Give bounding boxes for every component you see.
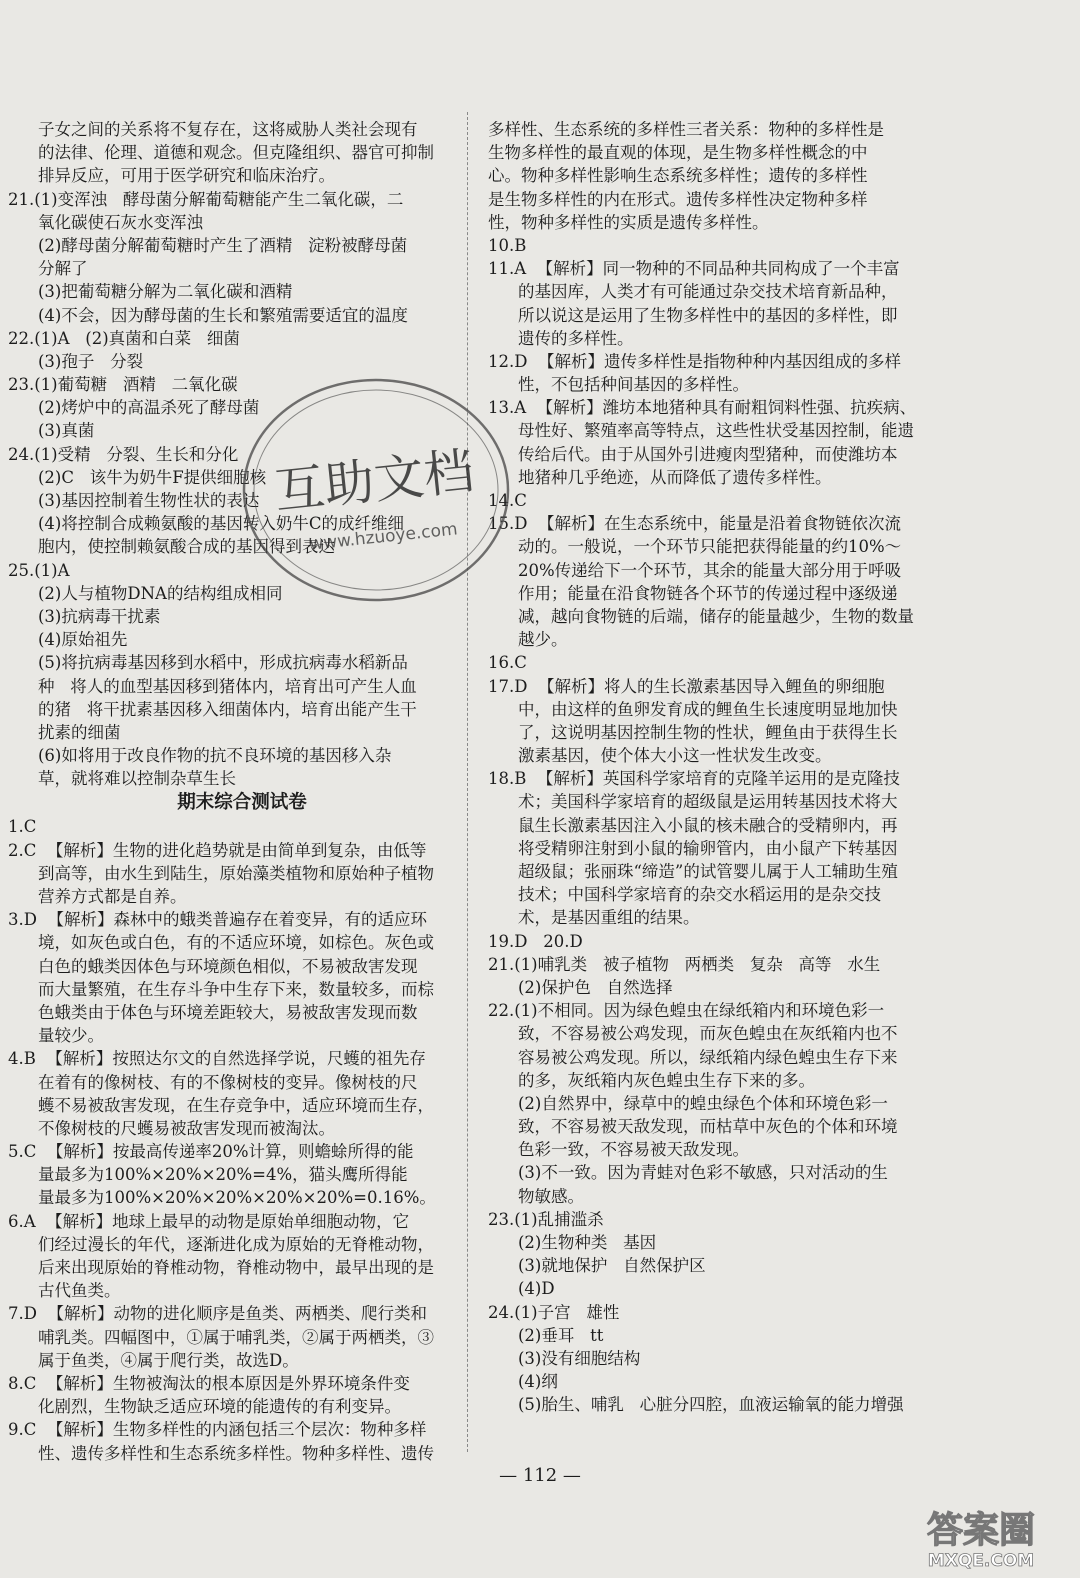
answer-line: 术；美国科学家培育的超级鼠是运用转基因技术将大 bbox=[518, 792, 898, 812]
answer-line: 性，不包括种间基因的多样性。 bbox=[518, 375, 749, 395]
answer-line: (2)垂耳 tt bbox=[518, 1325, 604, 1345]
answer-line: 3.D 【解析】森林中的蛾类普遍存在着变异，有的适应环 bbox=[8, 910, 427, 930]
answer-line: 到高等，由水生到陆生，原始藻类植物和原始种子植物 bbox=[38, 863, 434, 883]
answer-line: 9.C 【解析】生物多样性的内涵包括三个层次：物种多样 bbox=[8, 1420, 427, 1440]
svg-text:MXQE.COM: MXQE.COM bbox=[927, 1551, 1035, 1571]
answer-line: 6.A 【解析】地球上最早的动物是原始单细胞动物，它 bbox=[8, 1211, 410, 1231]
answer-line: 17.D 【解析】将人的生长激素基因导入鲤鱼的卵细胞 bbox=[488, 676, 885, 696]
answer-line: (2)人与植物DNA的结构组成相同 bbox=[38, 583, 283, 603]
answer-line: 将受精卵注射到小鼠的输卵管内，由小鼠产下转基因 bbox=[518, 838, 898, 858]
answer-line: 种 将人的血型基因移到猪体内，培育出可产生人血 bbox=[38, 676, 417, 696]
answer-line: 传给后代。由于从国外引进瘦肉型猪种，而使潍坊本 bbox=[518, 444, 898, 464]
answer-line: 量最多为100%×20%×20%=4%，猫头鹰所得能 bbox=[38, 1165, 408, 1185]
answer-line: 氧化碳使石灰水变浑浊 bbox=[38, 212, 203, 232]
answer-line: 8.C 【解析】生物被淘汰的根本原因是外界环境条件变 bbox=[8, 1373, 410, 1393]
answer-line: 7.D 【解析】动物的进化顺序是鱼类、两栖类、爬行类和 bbox=[8, 1304, 427, 1324]
answer-line: 色彩一致，不容易被天敌发现。 bbox=[518, 1140, 749, 1160]
answer-line: 技术；中国科学家培育的杂交水稻运用的是杂交技 bbox=[518, 885, 881, 905]
answer-line: 是生物多样性的内在形式。遗传多样性决定物种多样 bbox=[488, 189, 868, 209]
answer-line: 中，由这样的鱼卵发育成的鲤鱼生长速度明显地加快 bbox=[518, 699, 898, 719]
answer-line: 扰素的细菌 bbox=[38, 722, 121, 742]
answer-line: (2)C 该牛为奶牛F提供细胞核 bbox=[38, 467, 267, 487]
answer-line: 分解了 bbox=[38, 259, 88, 279]
answer-line: 越少。 bbox=[518, 630, 568, 650]
answer-line: 24.(1)受精 分裂、生长和分化 bbox=[8, 444, 239, 464]
answer-line: 14.C bbox=[488, 491, 527, 510]
answer-line: 量较少。 bbox=[38, 1026, 104, 1046]
page-number: — 112 — bbox=[499, 1465, 581, 1486]
answer-line: 11.A 【解析】同一物种的不同品种共同构成了一个丰富 bbox=[488, 259, 900, 279]
answer-line: (6)如将用于改良作物的抗不良环境的基因移入杂 bbox=[38, 746, 392, 766]
answer-line: 减，越向食物链的后端，储存的能量越少，生物的数量 bbox=[518, 606, 914, 626]
answer-line: 12.D 【解析】遗传多样性是指物种种内基因组成的多样 bbox=[488, 351, 901, 371]
answer-line: 地猪种几乎绝迹，从而降低了遗传多样性。 bbox=[518, 467, 832, 487]
answer-line: 2.C 【解析】生物的进化趋势就是由简单到复杂，由低等 bbox=[8, 840, 427, 860]
answer-line: 性，物种多样性的实质是遗传多样性。 bbox=[488, 212, 769, 232]
answer-line: 24.(1)子宫 雄性 bbox=[488, 1302, 620, 1322]
answer-line: 营养方式都是自养。 bbox=[38, 887, 187, 906]
stamp-logo bbox=[236, 370, 516, 610]
answer-line: (2)酵母菌分解葡萄糖时产生了酒精 淀粉被酵母菌 bbox=[38, 235, 408, 255]
answer-line: (3)就地保护 自然保护区 bbox=[518, 1256, 706, 1276]
answer-line: 不像树枝的尺蠖易被敌害发现而被淘汰。 bbox=[38, 1118, 335, 1138]
answer-line: 22.(1)A (2)真菌和白菜 细菌 bbox=[8, 328, 240, 348]
answer-line: 20%传递给下一个环节，其余的能量大部分用于呼吸 bbox=[518, 560, 902, 580]
left-column bbox=[8, 118, 456, 1465]
answer-line: 19.D 20.D bbox=[488, 931, 583, 951]
svg-text:www.hzuoye.com: www.hzuoye.com bbox=[308, 519, 459, 555]
answer-line: 的猪 将干扰素基因移入细菌体内，培育出能产生干 bbox=[38, 699, 417, 719]
answer-line: 后来出现原始的脊椎动物，脊椎动物中，最早出现的是 bbox=[38, 1258, 434, 1277]
answer-line: (3)抗病毒干扰素 bbox=[38, 606, 161, 626]
answer-line: 术，是基因重组的结果。 bbox=[518, 908, 700, 928]
corner-watermark-logo bbox=[889, 1502, 1074, 1572]
answer-line: 生物多样性的最直观的体现，是生物多样性概念的中 bbox=[488, 143, 868, 163]
answer-line: (3)没有细胞结构 bbox=[518, 1348, 641, 1368]
answer-line: 容易被公鸡发现。所以，绿纸箱内绿色蝗虫生存下来 bbox=[518, 1047, 898, 1067]
answer-line: 作用；能量在沿食物链各个环节的传递过程中逐级递 bbox=[518, 583, 898, 603]
answer-line: 量最多为100%×20%×20%×20%×20%=0.16%。 bbox=[38, 1188, 436, 1208]
answer-line: 们经过漫长的年代，逐渐进化成为原始的无脊椎动物， bbox=[38, 1234, 434, 1254]
svg-text:答案圈: 答案圈 bbox=[926, 1510, 1036, 1551]
answer-line: 古代鱼类。 bbox=[38, 1281, 121, 1301]
answer-line: 16.C bbox=[488, 653, 527, 673]
answer-line: 了，这说明基因控制生物的性状，鲤鱼由于获得生长 bbox=[518, 722, 898, 742]
answer-line: 化剧烈，生物缺乏适应环境的能遗传的有利变异。 bbox=[38, 1397, 401, 1417]
answer-line: (4)将控制合成赖氨酸的基因转入奶牛C的成纤维细 bbox=[38, 514, 404, 534]
answer-line: 鼠生长激素基因注入小鼠的核未融合的受精卵内，再 bbox=[518, 815, 898, 835]
answer-line: 23.(1)葡萄糖 酒精 二氧化碳 bbox=[8, 375, 238, 395]
answer-line: 21.(1)哺乳类 被子植物 两栖类 复杂 高等 水生 bbox=[488, 954, 881, 974]
answer-line: 5.C 【解析】按最高传递率20%计算，则蟾蜍所得的能 bbox=[8, 1142, 414, 1162]
answer-line: (2)自然界中，绿草中的蝗虫绿色个体和环境色彩一 bbox=[518, 1093, 888, 1113]
answer-line: (2)烤炉中的高温杀死了酵母菌 bbox=[38, 398, 260, 418]
answer-line: 排异反应，可用于医学研究和临床治疗。 bbox=[38, 166, 335, 186]
answer-line: 22.(1)不相同。因为绿色蝗虫在绿纸箱内和环境色彩一 bbox=[488, 1001, 885, 1021]
answer-line: 18.B 【解析】英国科学家培育的克隆羊运用的是克隆技 bbox=[488, 769, 900, 789]
answer-line: (3)基因控制着生物性状的表达 bbox=[38, 491, 260, 510]
answer-line: 物敏感。 bbox=[518, 1186, 584, 1206]
answer-line: 而大量繁殖，在生存斗争中生存下来，数量较多，而棕 bbox=[38, 979, 434, 999]
section-heading: 期末综合测试卷 bbox=[177, 792, 307, 814]
answer-line: (3)把葡萄糖分解为二氧化碳和酒精 bbox=[38, 282, 293, 302]
answer-line: 25.(1)A bbox=[8, 560, 70, 580]
answer-line: 色蛾类由于体色与环境差距较大，易被敌害发现而数 bbox=[38, 1002, 418, 1022]
answer-line: 1.C bbox=[8, 817, 37, 837]
answer-line: 性、遗传多样性和生态系统多样性。物种多样性、遗传 bbox=[38, 1443, 434, 1463]
answer-line: 白色的蛾类因体色与环境颜色相似，不易被敌害发现 bbox=[38, 956, 418, 976]
answer-line: 在着有的像树枝、有的不像树枝的变异。像树枝的尺 bbox=[38, 1072, 418, 1092]
answer-line: 境，如灰色或白色，有的不适应环境，如棕色。灰色或 bbox=[38, 933, 434, 953]
answer-line: 13.A 【解析】潍坊本地猪种具有耐粗饲料性强、抗疾病、 bbox=[488, 398, 917, 418]
answer-line: 遗传的多样性。 bbox=[518, 328, 634, 348]
answer-line: 激素基因，使个体大小这一性状发生改变。 bbox=[518, 746, 832, 766]
answer-line: 致，不容易被天敌发现，而枯草中灰色的个体和环境 bbox=[518, 1117, 898, 1137]
answer-line: (2)生物种类 基因 bbox=[518, 1233, 657, 1252]
answer-line: 15.D 【解析】在生态系统中，能量是沿着食物链依次流 bbox=[488, 514, 901, 534]
answer-line: 致，不容易被公鸡发现，而灰色蝗虫在灰纸箱内也不 bbox=[518, 1024, 898, 1044]
answer-line: 属于鱼类，④属于爬行类，故选D。 bbox=[38, 1350, 299, 1370]
right-column bbox=[488, 118, 928, 1417]
answer-line: 4.B 【解析】按照达尔文的自然选择学说，尺蠖的祖先存 bbox=[8, 1049, 426, 1069]
answer-line: (4)D bbox=[518, 1279, 555, 1299]
answer-line: 蠖不易被敌害发现，在生存竞争中，适应环境而生存， bbox=[38, 1095, 434, 1115]
answer-line: 胞内，使控制赖氨酸合成的基因得到表达 bbox=[38, 537, 335, 557]
answer-line: (5)胎生、哺乳 心脏分四腔，血液运输氧的能力增强 bbox=[518, 1395, 904, 1415]
answer-line: (5)将抗病毒基因移到水稻中，形成抗病毒水稻新品 bbox=[38, 653, 408, 673]
answer-line: (3)孢子 分裂 bbox=[38, 351, 144, 371]
answer-line: (4)不会，因为酵母菌的生长和繁殖需要适宜的温度 bbox=[38, 305, 408, 325]
answer-line: 所以说这是运用了生物多样性中的基因的多样性，即 bbox=[518, 305, 898, 325]
answer-line: 子女之间的关系将不复存在，这将威胁人类社会现有 bbox=[38, 120, 418, 139]
answer-line: 哺乳类。四幅图中，①属于哺乳类，②属于两栖类，③ bbox=[38, 1327, 434, 1347]
answer-line: 心。物种多样性影响生态系统多样性；遗传的多样性 bbox=[488, 166, 868, 186]
answer-line: (2)保护色 自然选择 bbox=[518, 977, 673, 997]
answer-line: 21.(1)变浑浊 酵母菌分解葡萄糖能产生二氧化碳，二 bbox=[8, 189, 404, 209]
answer-line: 的多，灰纸箱内灰色蝗虫生存下来的多。 bbox=[518, 1070, 815, 1090]
column-divider bbox=[467, 112, 468, 1452]
answer-line: 动的。一般说，一个环节只能把获得能量的约10%～ bbox=[518, 537, 902, 557]
answer-line: 的法律、伦理、道德和观念。但克隆组织、器官可抑制 bbox=[38, 143, 434, 163]
answer-line: 10.B bbox=[488, 235, 527, 255]
answer-line: (4)原始祖先 bbox=[38, 630, 128, 650]
answer-line: (3)真菌 bbox=[38, 421, 95, 441]
answer-line: (4)纲 bbox=[518, 1372, 558, 1392]
answer-line: 超级鼠；张丽珠“缔造”的试管婴儿属于人工辅助生殖 bbox=[518, 862, 898, 881]
answer-line: 母性好、繁殖率高等特点，这些性状受基因控制，能遗 bbox=[518, 421, 914, 441]
answer-line: 多样性、生态系统的多样性三者关系：物种的多样性是 bbox=[488, 120, 884, 139]
answer-line: (3)不一致。因为青蛙对色彩不敏感，只对活动的生 bbox=[518, 1163, 888, 1183]
svg-text:互助文档: 互助文档 bbox=[271, 441, 477, 521]
answer-line: 草，就将难以控制杂草生长 bbox=[38, 769, 236, 789]
answer-line: 23.(1)乱捕滥杀 bbox=[488, 1209, 604, 1229]
answer-line: 的基因库，人类才有可能通过杂交技术培育新品种， bbox=[518, 282, 898, 302]
